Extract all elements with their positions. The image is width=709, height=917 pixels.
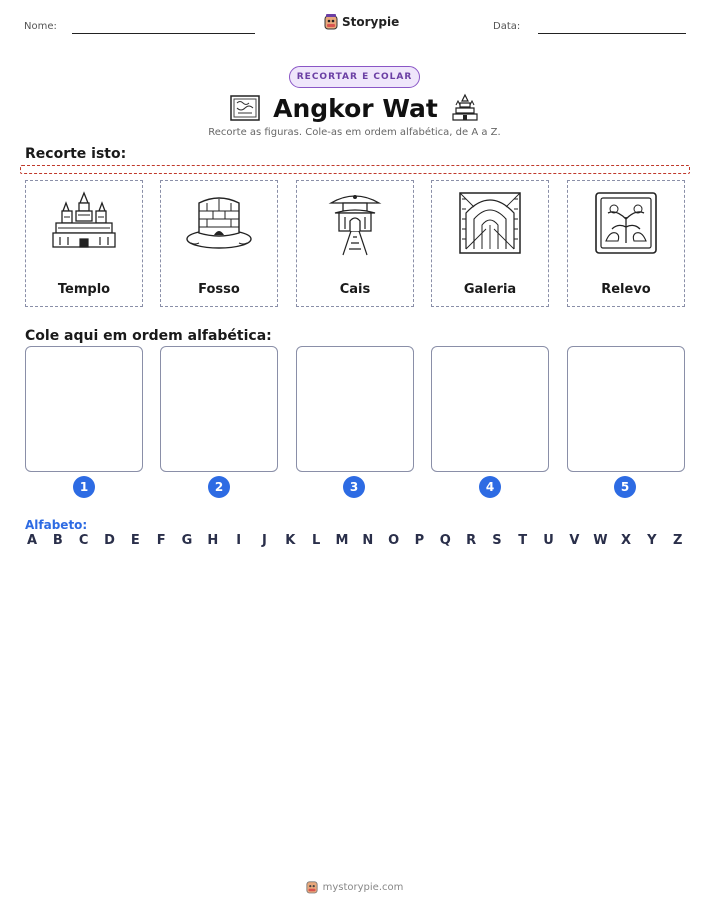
letter: X [621, 533, 632, 548]
card-label-relevo: Relevo [601, 282, 651, 297]
paste-box-4[interactable] [431, 346, 549, 472]
letter: B [52, 533, 63, 548]
order-number-5: 5 [614, 476, 636, 498]
date-label: Data: [493, 21, 521, 32]
card-label-fosso: Fosso [198, 282, 240, 297]
letter: Q [439, 533, 451, 548]
carved-stone-icon [229, 94, 261, 122]
letter: O [388, 533, 400, 548]
paste-box-2[interactable] [160, 346, 278, 472]
card-label-cais: Cais [339, 282, 371, 297]
brand-name: Storypie [342, 15, 400, 29]
letter: J [262, 533, 267, 548]
letter: R [466, 533, 477, 548]
order-number-3: 3 [343, 476, 365, 498]
cut-card-cais[interactable] [296, 180, 414, 307]
brand-logo [324, 14, 399, 30]
letter: U [543, 533, 554, 548]
letter: M [335, 533, 349, 548]
letter: W [593, 533, 608, 548]
cut-card-fosso[interactable] [160, 180, 278, 307]
letter: F [156, 533, 166, 548]
card-label-templo: Templo [57, 282, 111, 297]
letter: S [492, 533, 502, 548]
temple-icon [50, 189, 118, 257]
cut-card-templo[interactable] [25, 180, 143, 307]
order-number-2: 2 [208, 476, 230, 498]
alphabet-label: Alfabeto: [25, 518, 88, 532]
alphabet-row [25, 533, 685, 548]
name-label: Nome: [24, 21, 57, 32]
footer-url[interactable]: mystorypie.com [322, 881, 404, 893]
worksheet-header [0, 14, 709, 38]
footer [0, 880, 709, 894]
letter: D [104, 533, 115, 548]
card-label-galeria: Galeria [463, 282, 517, 297]
name-line[interactable] [72, 33, 255, 34]
letter: L [311, 533, 321, 548]
storypie-mascot-icon [306, 880, 318, 894]
letter: K [285, 533, 296, 548]
paste-box-5[interactable] [567, 346, 685, 472]
letter: C [78, 533, 89, 548]
cut-card-galeria[interactable] [431, 180, 549, 307]
paste-box-3[interactable] [296, 346, 414, 472]
letter: A [26, 533, 38, 548]
temple-title-icon [450, 93, 480, 123]
paste-section-label: Cole aqui em ordem alfabética: [25, 328, 272, 344]
letter: P [414, 533, 425, 548]
letter: H [207, 533, 219, 548]
letter: I [236, 533, 242, 548]
letter: V [569, 533, 580, 548]
cut-card-relevo[interactable] [567, 180, 685, 307]
date-line[interactable] [538, 33, 686, 34]
letter: G [181, 533, 193, 548]
order-number-4: 4 [479, 476, 501, 498]
cut-line [20, 165, 690, 174]
activity-badge: RECORTAR E COLAR [289, 66, 420, 88]
letter: Z [672, 533, 683, 548]
storypie-mascot-icon [324, 14, 338, 30]
order-number-1: 1 [73, 476, 95, 498]
pier-icon [321, 189, 389, 257]
title-row [0, 92, 709, 124]
cut-section-label: Recorte isto: [25, 146, 127, 162]
letter: N [362, 533, 374, 548]
page-title: Angkor Wat [273, 93, 438, 123]
letter: E [130, 533, 140, 548]
moat-icon [185, 189, 253, 257]
letter: T [518, 533, 528, 548]
gallery-icon [456, 189, 524, 257]
instructions: Recorte as figuras. Cole-as em ordem alfabética, de A a Z. [208, 127, 501, 138]
paste-box-1[interactable] [25, 346, 143, 472]
relief-icon [592, 189, 660, 257]
letter: Y [647, 533, 657, 548]
